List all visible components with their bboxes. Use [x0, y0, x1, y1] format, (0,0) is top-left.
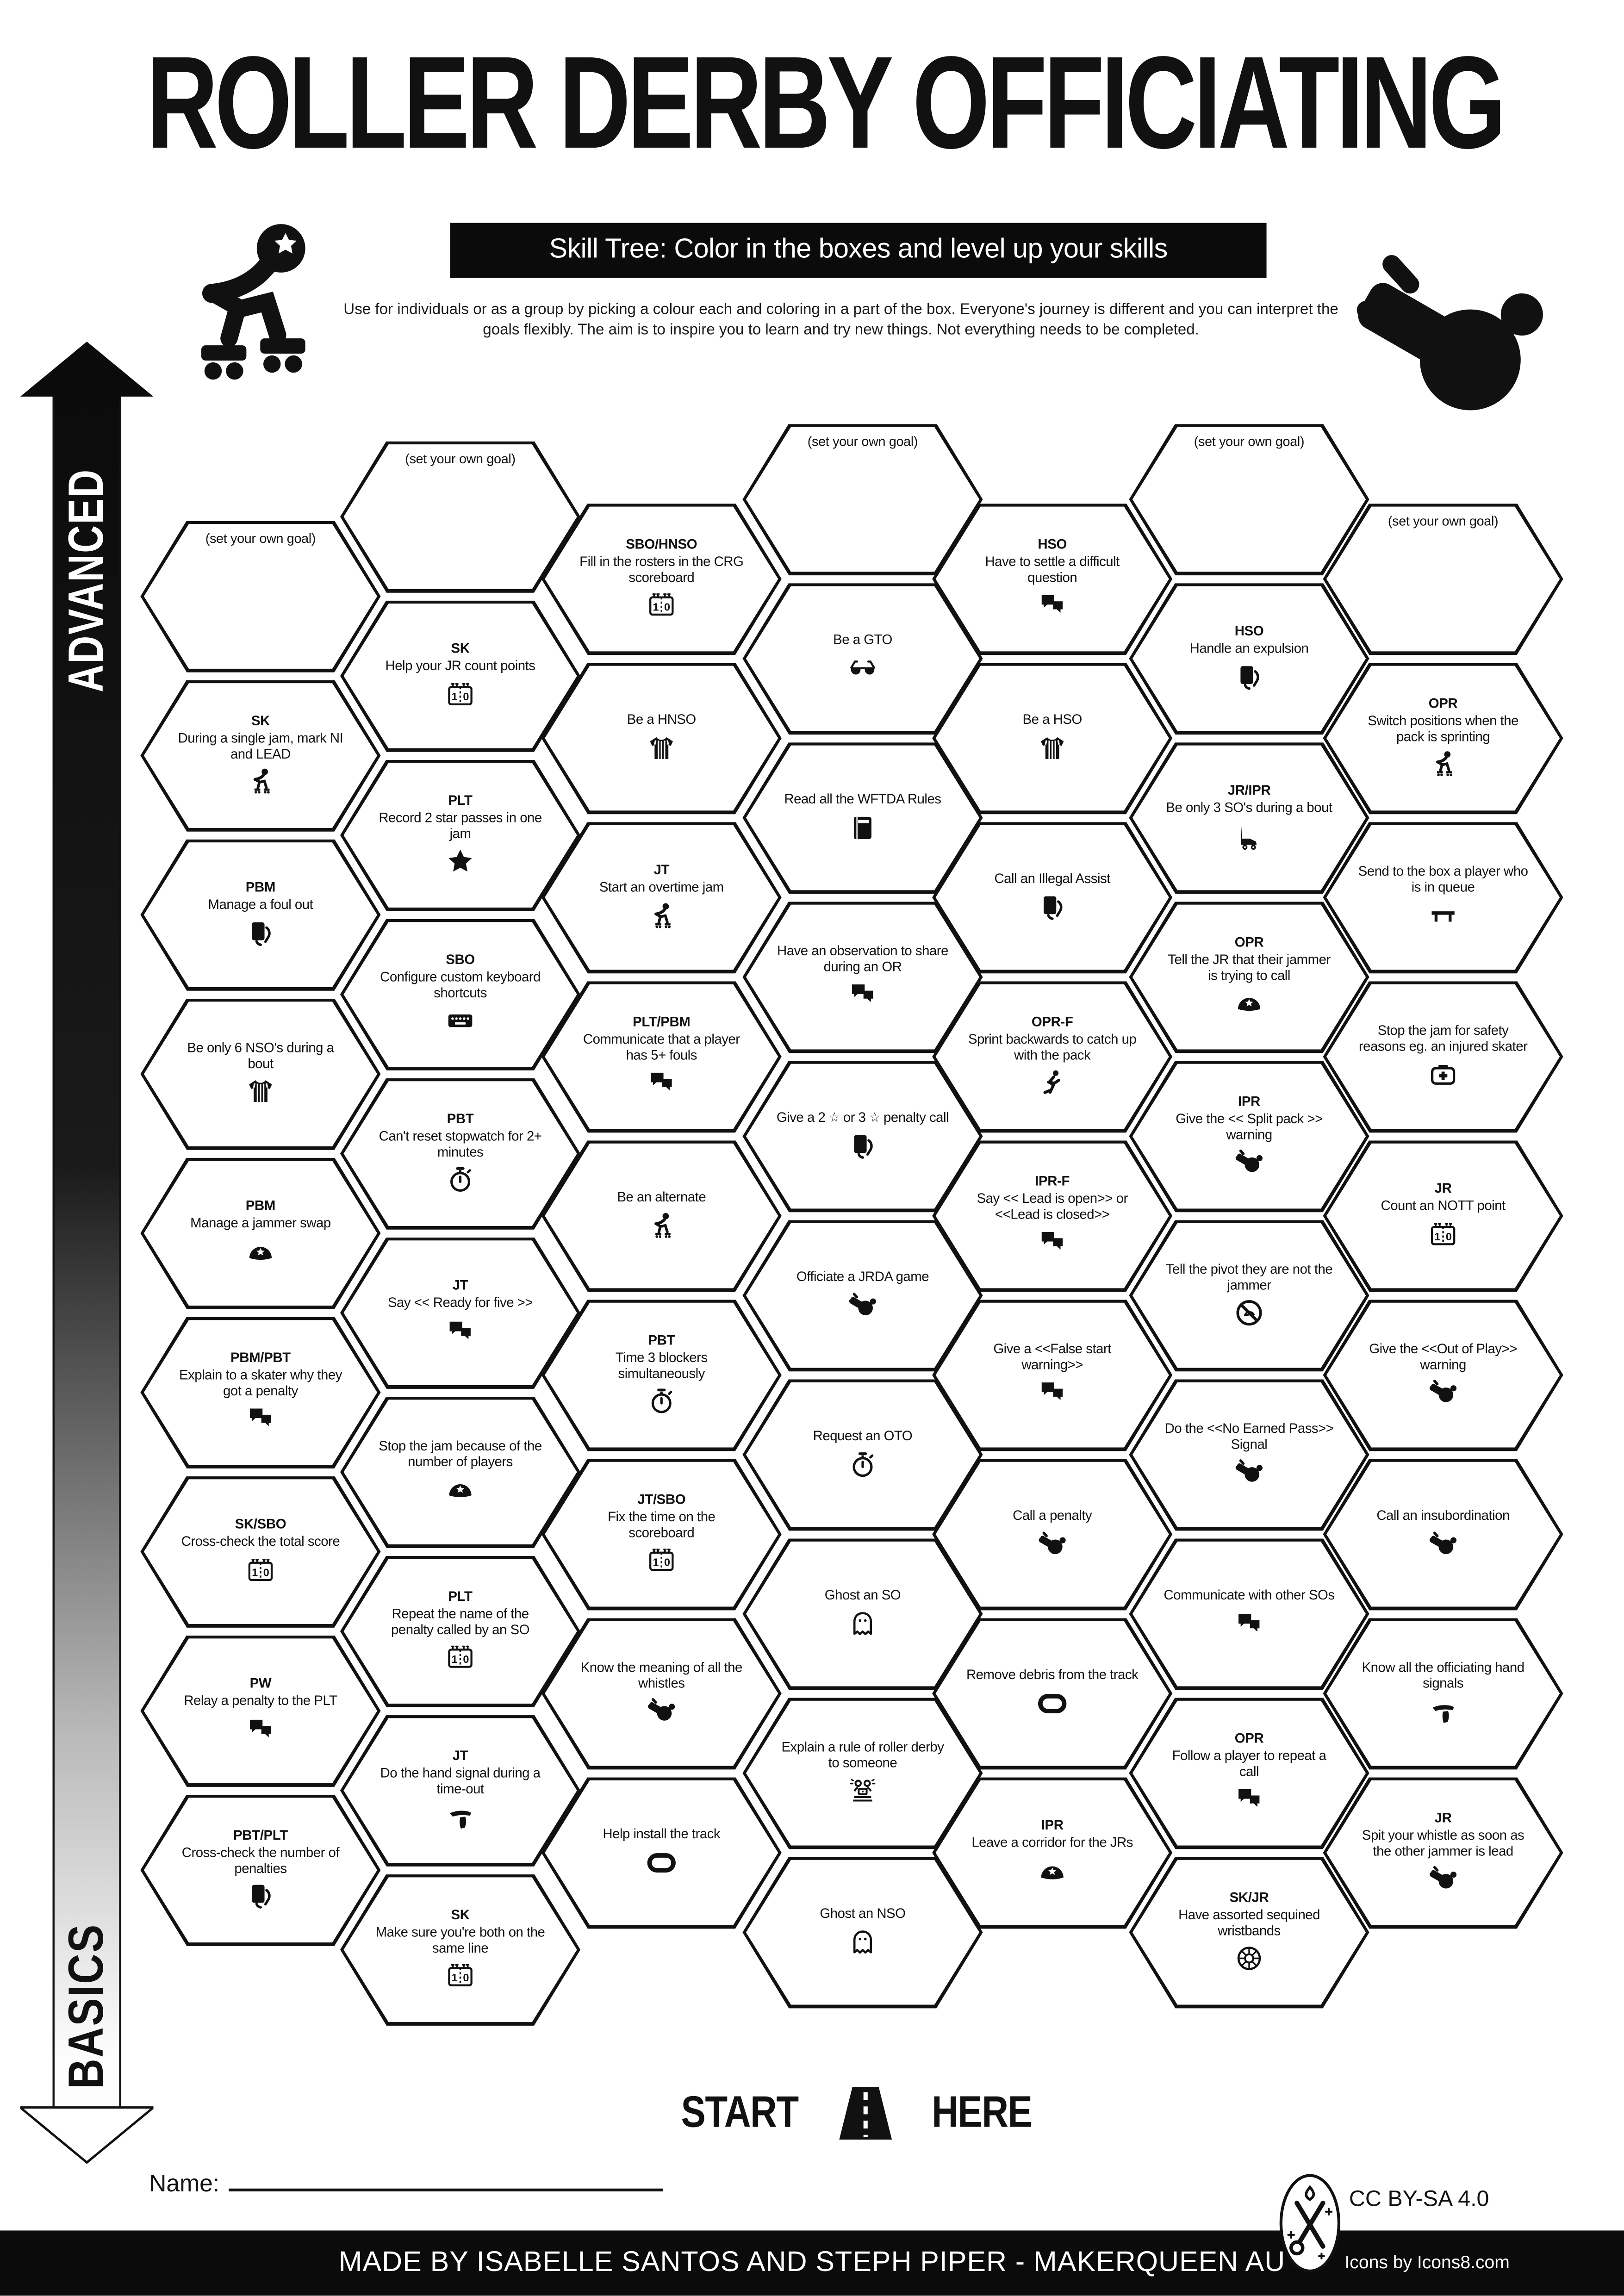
hex-task-text: Stop the jam because of the number of players — [379, 1437, 542, 1468]
hex-role-kicker: PBT — [447, 1110, 474, 1126]
roller-skater-icon — [245, 766, 277, 798]
hex-task-text: During a single jam, mark NI and LEAD — [178, 729, 343, 761]
scoreboard-icon — [444, 1960, 476, 1992]
hex-task-text: Know all the officiating hand signals — [1362, 1659, 1524, 1690]
intro-text: Use for individuals or as a group by picking a colour each and coloring in a part of the box. Everyone's journey is different and you can interpret the goals flexibly. The aim is to inspire you to learn and try new things. Not everything needs to be completed. — [343, 301, 1338, 339]
hex-task-text: Cross-check the number of penalties — [181, 1844, 340, 1875]
road-icon — [819, 2084, 911, 2142]
rulebook-icon — [847, 812, 879, 844]
hex-role-kicker: PW — [249, 1675, 272, 1691]
roller-skater-icon — [646, 900, 678, 932]
hex-task-text: Explain to a skater why they got a penalty — [179, 1366, 342, 1398]
jammer-helmet-icon — [245, 1236, 277, 1268]
skill-hex[interactable] — [1323, 981, 1563, 1132]
speech-bubbles-icon — [444, 1315, 476, 1347]
hex-task-text: Give the <<Out of Play>> warning — [1369, 1340, 1517, 1372]
scoreboard-icon — [1427, 1219, 1459, 1251]
jammer-helmet-icon — [1233, 987, 1265, 1019]
hex-task-text: Do the hand signal during a time-out — [380, 1764, 541, 1796]
start-label: START — [680, 2088, 798, 2137]
hex-task-text: Help your JR count points — [385, 657, 535, 674]
hex-role-kicker: HSO — [1234, 622, 1264, 639]
hex-role-kicker: JT — [452, 1276, 468, 1293]
hex-content — [1323, 1140, 1563, 1292]
hex-task-text: Read all the WFTDA Rules — [784, 790, 941, 807]
hex-role-kicker: PLT — [448, 1587, 473, 1604]
hex-role-kicker: PBT — [648, 1331, 675, 1348]
stopwatch-icon — [847, 1449, 879, 1481]
hex-role-kicker: IPR — [1041, 1817, 1064, 1833]
hex-content — [1323, 662, 1563, 814]
axis-label-basics: BASICS — [59, 1923, 115, 2089]
here-label: HERE — [931, 2088, 1032, 2137]
hex-role-kicker: SK — [251, 712, 270, 728]
hex-role-kicker: SK/JR — [1229, 1889, 1269, 1905]
name-label: Name: — [149, 2171, 220, 2197]
hex-task-text: Can't reset stopwatch for 2+ minutes — [379, 1127, 542, 1159]
keyboard-icon — [444, 1005, 476, 1037]
hex-task-text: Have an observation to share during an OR — [777, 942, 948, 974]
hex-task-text: Do the <<No Earned Pass>> Signal — [1164, 1419, 1334, 1451]
hex-role-kicker: IPR — [1238, 1092, 1260, 1109]
hex-task-text: Be a HNSO — [627, 711, 696, 727]
hex-task-text: Say << Ready for five >> — [387, 1294, 533, 1311]
hex-task-text: Stop the jam for safety reasons eg. an injured skater — [1358, 1021, 1528, 1053]
hex-role-kicker: SK — [451, 1906, 470, 1922]
star-icon — [444, 846, 476, 877]
hex-task-text: Cross-check the total score — [181, 1533, 340, 1549]
skill-hex[interactable] — [1323, 821, 1563, 973]
footer-credit: MADE BY ISABELLE SANTOS AND STEPH PIPER - MAKERQUEEN AU — [0, 2230, 1624, 2296]
hex-role-kicker: JT — [452, 1747, 468, 1763]
hex-task-text: Sprint backwards to catch up with the pack — [968, 1030, 1137, 1062]
hex-role-kicker: JT — [653, 861, 670, 877]
hex-role-kicker: SK/SBO — [235, 1515, 286, 1532]
speech-bubbles-icon — [1233, 1608, 1265, 1640]
hex-role-kicker: SBO/HNSO — [626, 535, 697, 552]
hex-task-text: Send to the box a player who is in queue — [1358, 862, 1528, 894]
hex-content — [1323, 1777, 1563, 1929]
hex-task-text: Ghost an SO — [824, 1587, 901, 1603]
referee-jersey-icon — [1036, 732, 1068, 764]
hex-task-text: Start an overtime jam — [599, 879, 724, 895]
page-title: ROLLER DERBY OFFICIATING — [146, 29, 1503, 176]
hex-task-text: Switch positions when the pack is sprinting — [1368, 712, 1518, 744]
hex-role-kicker: IPR-F — [1035, 1172, 1070, 1188]
people-laptop-icon — [847, 1774, 879, 1806]
jammer-helmet-icon — [444, 1474, 476, 1506]
hex-task-text: Help install the track — [603, 1825, 721, 1842]
hex-task-text: Give a 2 ☆ or 3 ☆ penalty call — [776, 1109, 949, 1125]
track-icon — [1036, 1687, 1068, 1719]
track-icon — [646, 1847, 678, 1879]
hex-role-kicker: PBT/PLT — [233, 1826, 288, 1842]
hex-task-text: Have assorted sequined wristbands — [1178, 1906, 1320, 1938]
hex-task-text: Count an NOTT point — [1381, 1197, 1506, 1213]
hex-role-kicker: JR — [1434, 1809, 1452, 1825]
roller-skater-icon — [646, 1210, 678, 1242]
speech-bubbles-icon — [245, 1403, 277, 1435]
stopwatch-icon — [646, 1385, 678, 1417]
scoreboard-icon — [646, 589, 678, 621]
whistle-icon — [1427, 1863, 1459, 1895]
axis-label-advanced: ADVANCED — [59, 468, 115, 692]
name-row — [149, 2168, 662, 2199]
hex-role-kicker: JR — [1434, 1180, 1452, 1196]
whistle-icon — [847, 1289, 879, 1321]
speech-bubbles-icon — [245, 1713, 277, 1745]
hex-role-kicker: JT/SBO — [637, 1490, 686, 1507]
whistle-icon — [1427, 1528, 1459, 1560]
hex-content — [1323, 821, 1563, 973]
hex-role-kicker: SBO — [446, 951, 475, 967]
hex-task-text: Communicate with other SOs — [1164, 1587, 1335, 1603]
skill-hex[interactable] — [1323, 1458, 1563, 1610]
hex-task-text: Make sure you're both on the same line — [375, 1923, 545, 1955]
hex-task-text: Ghost an NSO — [820, 1905, 906, 1921]
hex-task-text: Communicate that a player has 5+ fouls — [583, 1030, 740, 1062]
hex-role-kicker: PLT — [448, 791, 473, 808]
hex-task-text: Explain a rule of roller derby to someone — [781, 1738, 944, 1770]
goal-hex[interactable] — [1323, 503, 1563, 655]
scoreboard-icon — [444, 1642, 476, 1674]
hex-content — [1323, 1299, 1563, 1451]
referee-jersey-icon — [646, 732, 678, 764]
hex-task-text: Call a penalty — [1013, 1507, 1092, 1523]
hex-task-text: Officiate a JRDA game — [796, 1268, 929, 1284]
hex-role-kicker: OPR — [1234, 933, 1264, 950]
hex-task-text: Record 2 star passes in one jam — [379, 809, 542, 840]
banner: Skill Tree: Color in the boxes and level up your skills — [450, 223, 1267, 278]
hex-content — [1323, 1618, 1563, 1769]
scoreboard-icon — [646, 1544, 678, 1576]
hex-task-text: Relay a penalty to the PLT — [184, 1692, 337, 1709]
makerqueen-logo-icon — [1278, 2171, 1342, 2275]
hex-task-text: Be only 6 NSO's during a bout — [187, 1039, 334, 1070]
roller-skate-icon — [1233, 821, 1265, 852]
hex-task-text: Give a <<False start warning>> — [993, 1340, 1111, 1372]
goal-label: (set your own goal) — [807, 433, 918, 448]
hex-task-text: Tell the JR that their jammer is trying to call — [1168, 951, 1331, 983]
hex-task-text: Call an insubordination — [1376, 1507, 1510, 1523]
whistle-icon — [646, 1695, 678, 1727]
speech-bubbles-icon — [847, 978, 879, 1010]
hex-task-text: Be a GTO — [833, 631, 892, 647]
hex-task-text: Leave a corridor for the JRs — [971, 1834, 1133, 1850]
hex-role-kicker: PLT/PBM — [633, 1013, 691, 1029]
hex-content — [1323, 981, 1563, 1132]
first-aid-kit-icon — [1427, 1058, 1459, 1090]
hex-role-kicker: HSO — [1038, 535, 1067, 552]
license-label: CC BY-SA 4.0 — [1349, 2187, 1489, 2212]
hex-task-text: Request an OTO — [813, 1427, 913, 1444]
goal-label: (set your own goal) — [405, 451, 516, 466]
hex-task-text: Configure custom keyboard shortcuts — [380, 968, 541, 1000]
hex-task-text: Fill in the rosters in the CRG scoreboard — [579, 553, 744, 585]
jammer-helmet-icon — [1036, 1855, 1068, 1887]
name-input-line[interactable] — [228, 2168, 662, 2191]
speech-bubbles-icon — [1036, 1376, 1068, 1408]
hex-role-kicker: PBM — [245, 878, 276, 895]
hex-role-kicker: OPR — [1428, 694, 1458, 711]
speech-bubbles-icon — [1233, 1783, 1265, 1815]
hex-task-text: Say << Lead is open>> or <<Lead is closed>> — [977, 1189, 1128, 1221]
hex-task-text: Tell the pivot they are not the jammer — [1165, 1260, 1333, 1292]
speech-bubbles-icon — [1036, 1226, 1068, 1258]
roller-skater-icon — [162, 217, 344, 446]
whistle-icon — [1427, 1376, 1459, 1408]
whistle-icon — [1036, 1528, 1068, 1560]
penalty-card-icon — [1233, 661, 1265, 693]
hex-task-text: Call an Illegal Assist — [994, 870, 1110, 886]
whistle-icon — [1233, 1456, 1265, 1488]
runner-icon — [1036, 1067, 1068, 1099]
penalty-card-icon — [245, 917, 277, 949]
goal-label: (set your own goal) — [1388, 513, 1499, 528]
hex-role-kicker: JR/IPR — [1227, 782, 1271, 798]
whistle-icon — [1233, 1146, 1265, 1178]
hex-role-kicker: OPR — [1234, 1730, 1264, 1746]
goal-label: (set your own goal) — [1194, 433, 1305, 448]
hex-task-text: Have to settle a difficult question — [985, 553, 1120, 585]
hex-task-text: Repeat the name of the penalty called by an SO — [391, 1605, 529, 1636]
skill-hex[interactable] — [1323, 1777, 1563, 1929]
hex-content — [1323, 1458, 1563, 1610]
speech-bubbles-icon — [1036, 589, 1068, 621]
hex-task-text: Fix the time on the scoreboard — [608, 1508, 716, 1540]
hex-task-text: Know the meaning of all the whistles — [580, 1659, 742, 1690]
hex-task-text: Follow a player to repeat a call — [1172, 1747, 1326, 1779]
hex-task-text: Give the << Split pack >> warning — [1176, 1110, 1323, 1142]
penalty-card-icon — [245, 1880, 277, 1912]
start-here — [580, 2084, 1130, 2142]
scoreboard-icon — [245, 1554, 277, 1586]
hex-task-text: Be a HSO — [1022, 711, 1082, 727]
hex-task-text: Be an alternate — [617, 1188, 706, 1205]
sunglasses-icon — [847, 653, 879, 684]
hex-fill — [1326, 506, 1560, 651]
skill-hex[interactable] — [1323, 662, 1563, 814]
hex-task-text: Spit your whistle as soon as the other jammer is lead — [1362, 1827, 1524, 1858]
speech-bubbles-icon — [646, 1067, 678, 1099]
skill-hex[interactable] — [1323, 1140, 1563, 1292]
hex-task-text: Manage a foul out — [208, 896, 313, 913]
skill-hex[interactable] — [1323, 1618, 1563, 1769]
hand-signal-icon — [444, 1801, 476, 1833]
penalty-card-icon — [1036, 891, 1068, 923]
hex-task-text: Time 3 blockers simultaneously — [615, 1349, 708, 1381]
hex-role-kicker: PBM — [245, 1197, 276, 1213]
sequin-wristband-icon — [1233, 1942, 1265, 1974]
referee-jersey-icon — [245, 1076, 277, 1108]
roller-skater-icon — [1427, 748, 1459, 780]
scoreboard-icon — [444, 678, 476, 710]
hex-role-kicker: SK — [451, 640, 470, 656]
hand-signal-icon — [1427, 1695, 1459, 1727]
penalty-card-icon — [847, 1130, 879, 1162]
stopwatch-icon — [444, 1164, 476, 1196]
hex-task-text: Be only 3 SO's during a bout — [1166, 799, 1332, 815]
hex-task-text: Handle an expulsion — [1189, 640, 1309, 656]
whistle-icon — [1340, 229, 1560, 457]
skill-hex[interactable] — [1323, 1299, 1563, 1451]
no-jammer-icon — [1233, 1297, 1265, 1329]
hex-role-kicker: PBM/PBT — [230, 1349, 291, 1365]
goal-label: (set your own goal) — [205, 530, 316, 545]
ghost-icon — [847, 1926, 879, 1958]
ghost-icon — [847, 1608, 879, 1640]
icons-credit: Icons by Icons8.com — [1344, 2252, 1510, 2273]
hex-task-text: Remove debris from the track — [966, 1666, 1139, 1682]
hex-task-text: Manage a jammer swap — [190, 1214, 331, 1231]
penalty-box-bench-icon — [1427, 899, 1459, 931]
hex-role-kicker: OPR-F — [1031, 1013, 1073, 1029]
